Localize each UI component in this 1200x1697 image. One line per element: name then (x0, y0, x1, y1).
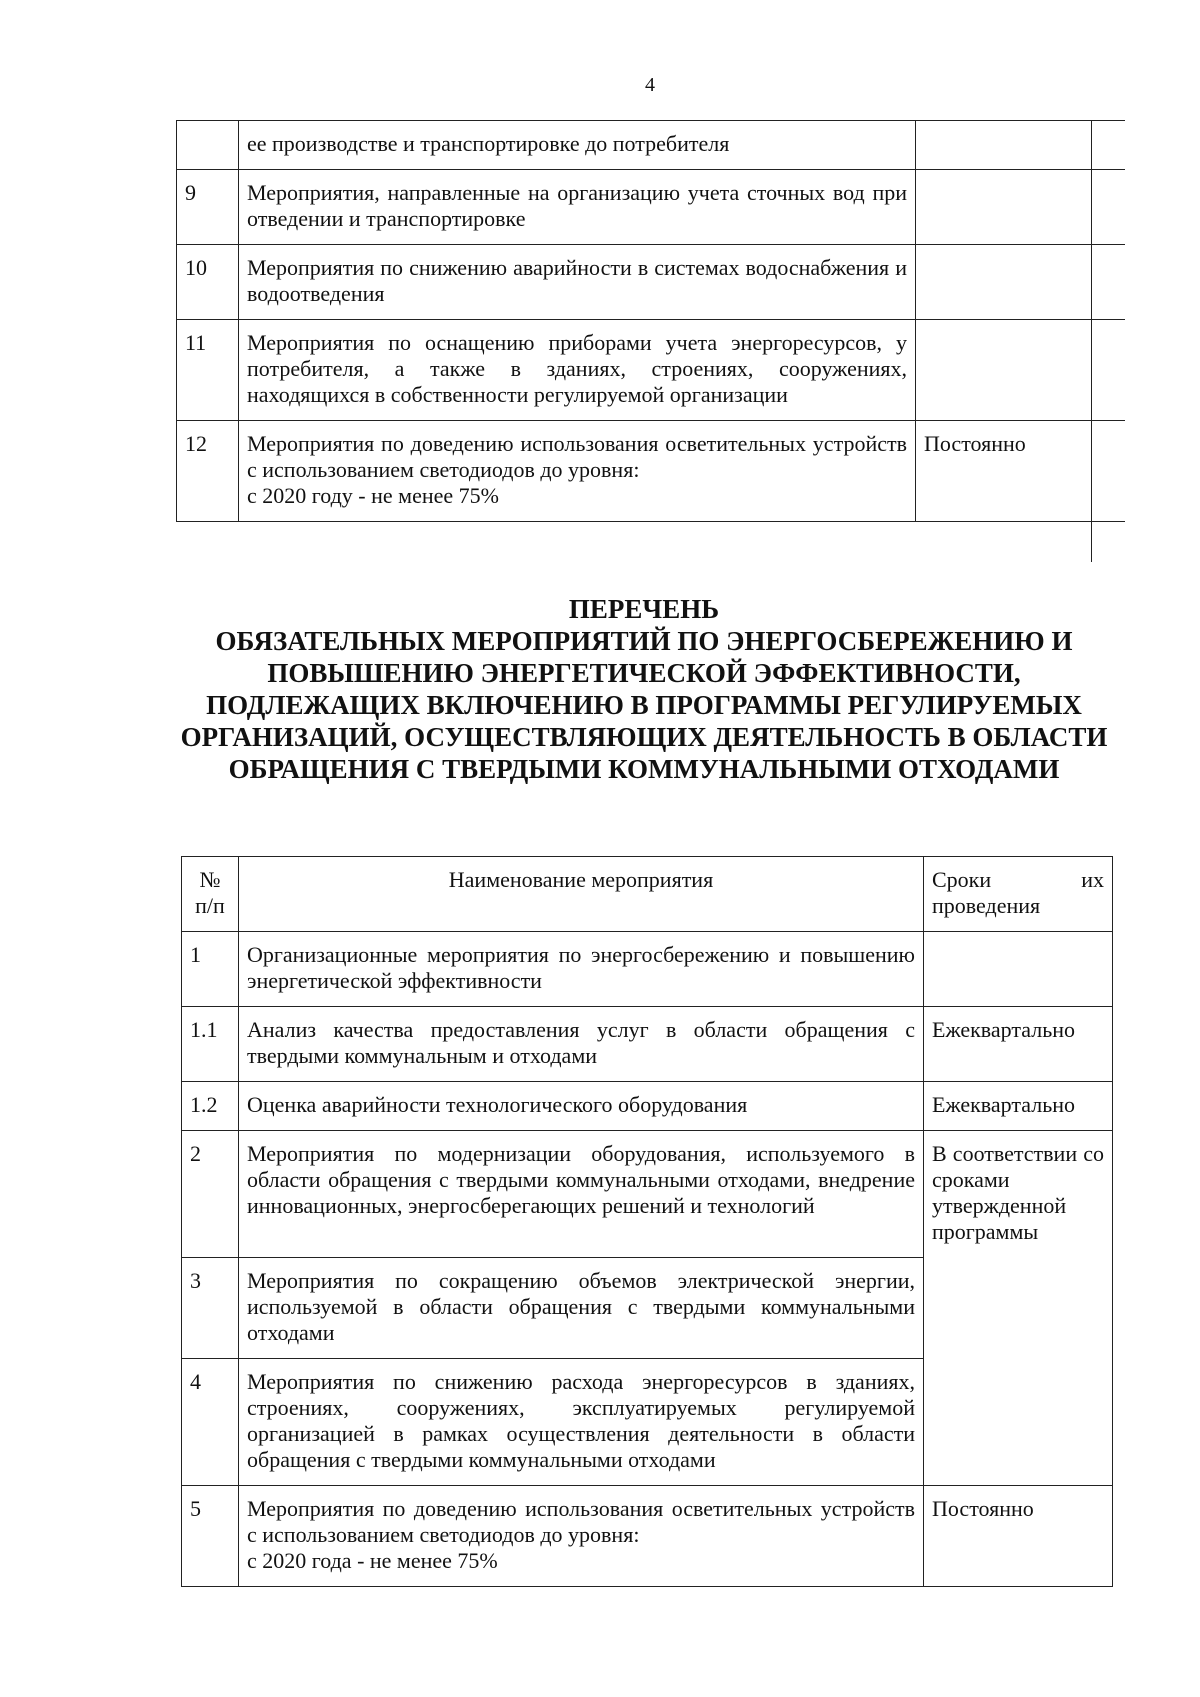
header-number (182, 857, 239, 932)
table-row (177, 170, 1126, 245)
header-number-abbr: п/п (195, 893, 225, 918)
row-number: 3 (182, 1257, 239, 1358)
measures-table-continued (176, 120, 1125, 522)
row-number: 1 (182, 932, 239, 1007)
row-term (916, 121, 1126, 170)
row-text-line: Мероприятия по доведению использования осветительных устройств с использованием светодиодов до уровня: (247, 1495, 915, 1547)
row-text: Мероприятия по модернизации оборудования, используемого в области обращения с твердыми коммунальными отходами, внедрение инновационных, энергосберегающих решений и технологий (239, 1131, 924, 1258)
row-text: Мероприятия по оснащению приборами учета энергоресурсов, у потребителя, а также в зданиях, строениях, сооружениях, находящихся в собственности регулируемой организации (239, 320, 916, 421)
row-term (924, 932, 1113, 1007)
row-term: Ежеквартально (924, 1007, 1113, 1082)
row-term (916, 245, 1126, 320)
row-term: Ежеквартально (924, 1082, 1113, 1131)
row-number: 11 (177, 320, 239, 421)
row-number (177, 121, 239, 170)
page-number: 4 (645, 74, 655, 96)
table-row (177, 421, 1126, 522)
header-number-symbol: № (199, 867, 221, 892)
row-term: Постоянно (924, 1485, 1113, 1586)
heading-title: ПЕРЕЧЕНЬ (568, 594, 720, 624)
header-term-word1: Сроки (932, 867, 992, 892)
row-text: Мероприятия по снижению расхода энергоресурсов в зданиях, строениях, сооружениях, эксплуатируемых регулируемой организацией в рамках осуществления деятельности в области обращения с твердыми коммунальными отходами (239, 1358, 924, 1485)
row-text: ее производстве и транспортировке до потребителя (239, 121, 916, 170)
table-row (182, 1131, 1113, 1258)
table-row (182, 1358, 1113, 1485)
row-text (239, 421, 916, 522)
row-term (916, 170, 1126, 245)
header-term-line2: проведения (932, 893, 1041, 918)
table-row (177, 320, 1126, 421)
row-term (924, 1257, 1113, 1358)
header-name: Наименование мероприятия (239, 857, 924, 932)
row-number: 2 (182, 1131, 239, 1258)
table-row (177, 245, 1126, 320)
row-text-line: с 2020 году - не менее 75% (247, 483, 499, 508)
row-number: 1.2 (182, 1082, 239, 1131)
table-row (182, 1257, 1113, 1358)
row-number: 9 (177, 170, 239, 245)
row-text-line: Мероприятия по доведению использования осветительных устройств с использованием светодиодов до уровня: (247, 431, 907, 482)
table-row (177, 121, 1126, 170)
table-row (182, 932, 1113, 1007)
row-number: 10 (177, 245, 239, 320)
header-term-line1 (932, 867, 1104, 893)
row-term (916, 320, 1126, 421)
table-row (182, 1082, 1113, 1131)
heading-subtitle: ОБЯЗАТЕЛЬНЫХ МЕРОПРИЯТИЙ ПО ЭНЕРГОСБЕРЕЖЕНИЮ И ПОВЫШЕНИЮ ЭНЕРГЕТИЧЕСКОЙ ЭФФЕКТИВНОСТИ, ПОДЛЕЖАЩИХ ВКЛЮЧЕНИЮ В ПРОГРАММЫ РЕГУЛИРУЕМЫХ ОРГАНИЗАЦИЙ, ОСУЩЕСТВЛЯЮЩИХ ДЕЯТЕЛЬНОСТЬ В ОБЛАСТИ ОБРАЩЕНИЯ С ТВЕРДЫМИ КОММУНАЛЬНЫМИ ОТХОДАМИ (180, 626, 1108, 784)
table-row (182, 1485, 1113, 1586)
row-text: Оценка аварийности технологического оборудования (239, 1082, 924, 1131)
row-number: 4 (182, 1358, 239, 1485)
row-text: Организационные мероприятия по энергосбережению и повышению энергетической эффективности (239, 932, 924, 1007)
row-term (924, 1358, 1113, 1485)
row-text (239, 1485, 924, 1586)
row-term: Постоянно (916, 421, 1126, 522)
mandatory-measures-table (181, 856, 1113, 1587)
row-text-line: с 2020 года - не менее 75% (247, 1547, 498, 1573)
row-text: Анализ качества предоставления услуг в области обращения с твердыми коммунальным и отходами (239, 1007, 924, 1082)
row-text: Мероприятия по сокращению объемов электрической энергии, используемой в области обращения с твердыми коммунальными отходами (239, 1257, 924, 1358)
row-number: 5 (182, 1485, 239, 1586)
row-term: В соответствии со сроками утвержденной программы (924, 1131, 1113, 1258)
row-number: 1.1 (182, 1007, 239, 1082)
header-term (924, 857, 1113, 932)
section-heading (176, 593, 1112, 785)
table-row (182, 1007, 1113, 1082)
row-text: Мероприятия по снижению аварийности в системах водоснабжения и водоотведения (239, 245, 916, 320)
header-term-word2: их (1081, 867, 1104, 892)
row-number: 12 (177, 421, 239, 522)
row-text: Мероприятия, направленные на организацию учета сточных вод при отведении и транспортировке (239, 170, 916, 245)
table-header-row (182, 857, 1113, 932)
